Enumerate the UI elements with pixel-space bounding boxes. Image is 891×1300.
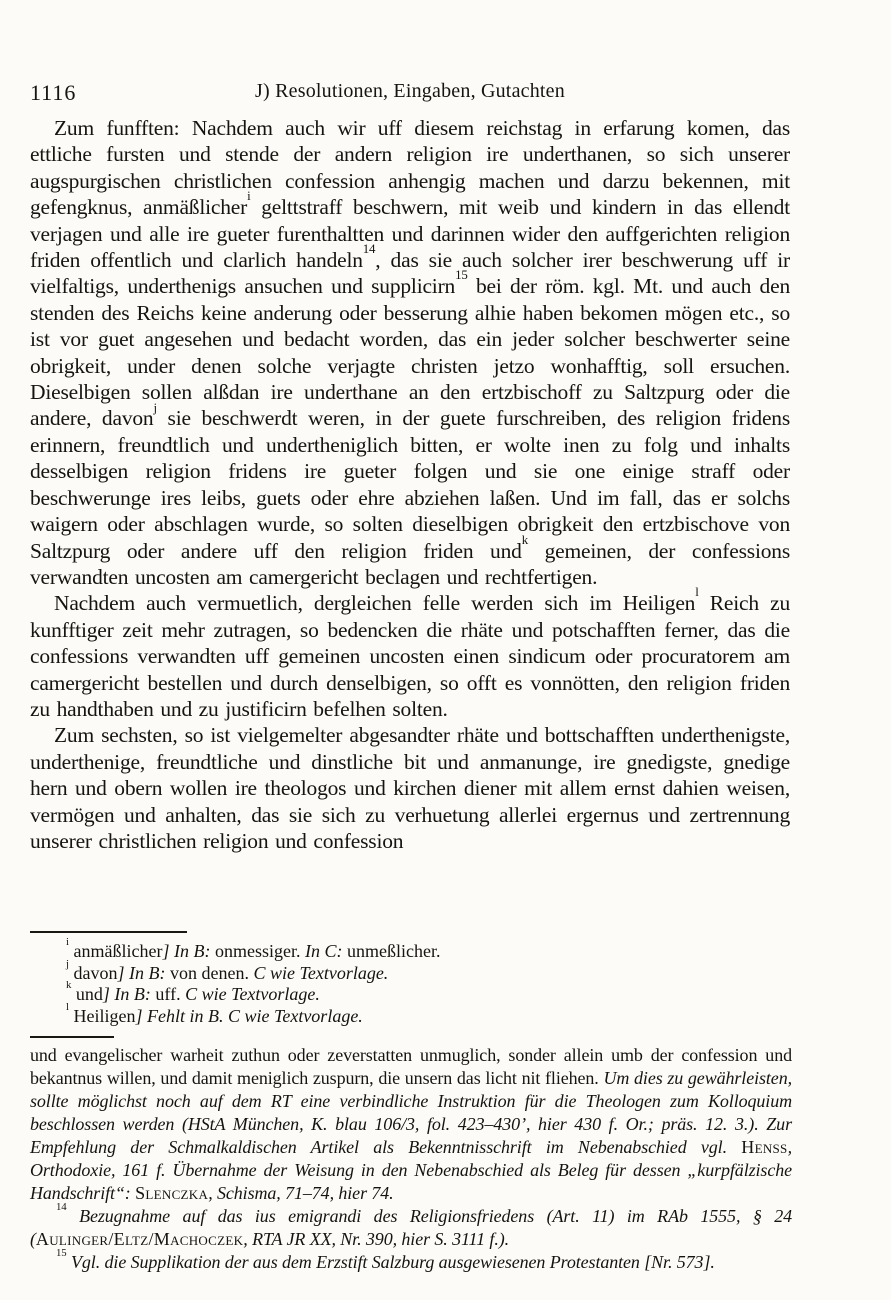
superscript-ref: l	[695, 585, 699, 600]
text-segment: Um dies zu gewährleisten, sollte möglichst noch auf dem RT eine verbindliche Instruktion für die Theologen zum Kolloquium beschlossen werden (HStA München, K. blau 106/3, fol. 423–430’, hier 430 f. Or.; präs. 12. 3.). Zur Empfehlung der Schmalkaldischen Artikel als Bekenntnisschrift im Nebenabschied vgl.	[30, 1068, 792, 1157]
text-segment: Aulinger/Eltz/Machoczek	[35, 1229, 244, 1249]
body-paragraph	[30, 585, 790, 722]
text-segment: gelttstraff beschwern, mit weib und kindern in das ellendt verjagen und alle ire gueter furenthaltten und darinnen wider den auffgerichten religion friden offentlich und clarlich handeln	[30, 195, 790, 273]
footnote-number: 14	[56, 1201, 67, 1214]
text-segment: Nachdem auch vermuetlich, dergleichen felle werden sich im Heiligen	[54, 591, 696, 616]
body-paragraph	[30, 115, 790, 590]
footnotes	[30, 1036, 792, 1274]
text-segment: bei der röm. kgl. Mt. und auch den stenden des Reichs keine anderung oder besserung alhie haben bekomen mögen etc., so ist vor guet angesehen und bedacht worden, das ein jeder solcher beschwerter seine obrigkeit, under denen solche verjagte christen jetzo wonhafftig, soll ersuchen. Dieselbigen sollen alßdan ire underthane an den ertzbischoff zu Saltzpurg oder die andere, davon	[30, 274, 790, 431]
footnote-entries	[30, 1044, 792, 1274]
superscript-ref: 15	[455, 268, 468, 283]
text-segment: In B:	[114, 984, 151, 1004]
footnote-entry	[30, 1201, 793, 1251]
text-segment: ]	[102, 984, 115, 1004]
apparatus-entry	[30, 957, 790, 985]
text-segment: unmeßlicher.	[342, 941, 441, 961]
text-segment: gemeinen, der confessions verwandten uncosten am camergericht beclagen und rechtfertigen.	[30, 538, 790, 589]
apparatus	[30, 931, 790, 1027]
text-segment: In B:	[129, 962, 166, 983]
apparatus-letter: j	[66, 957, 69, 970]
text-segment: ]	[117, 962, 130, 983]
page-number: 1116	[30, 80, 77, 105]
superscript-ref: 14	[362, 242, 376, 257]
text-segment: C wie Textvorlage.	[185, 984, 320, 1004]
superscript-ref: j	[153, 400, 157, 415]
apparatus-rule	[30, 931, 187, 933]
footnote-continuation	[30, 1044, 792, 1205]
apparatus-entry	[30, 936, 790, 963]
superscript-ref: k	[521, 532, 528, 547]
text-segment: und	[75, 984, 103, 1004]
text-segment: Reich zu kunfftiger zeit mehr zutragen, so bedencken die rhäte und potschafften ferner, das die confessions verwandten uff gemeinen uncosten einen sindicum oder procuratorem am camergericht bestellen und durch denselbigen, so offt es vonnötten, den religion friden zu handthaben und zu justificirn befelhen solten.	[30, 591, 790, 721]
footnote-entry	[30, 1247, 792, 1274]
apparatus-entry	[30, 979, 790, 1006]
body-text	[30, 115, 790, 854]
apparatus-entries	[30, 936, 790, 1027]
text-segment: Henss	[741, 1137, 788, 1157]
apparatus-letter: l	[66, 1000, 69, 1013]
footnote-rule	[30, 1036, 114, 1038]
apparatus-letter: k	[66, 979, 72, 992]
text-segment: C wie Textvorlage.	[253, 962, 389, 983]
text-segment: , das sie auch solcher irer beschwerung uff ir vielfaltigs, underthenigs ansuchen und supplicirn	[30, 248, 790, 299]
apparatus-letter: i	[66, 936, 69, 949]
text-segment: Heiligen	[73, 1005, 136, 1026]
text-segment: und evangelischer warheit zuthun oder zeverstatten unmuglich, sonder allein umb der confession und bekantnus willen, und damit meniglich zuspurn, die unsern das licht nit fliehen.	[30, 1045, 792, 1088]
text-segment: , Schisma, 71–74, hier 74.	[208, 1183, 394, 1203]
text-segment: Zum sechsten, so ist vielgemelter abgesandter rhäte und bottschafften underthenigste, underthenige, freundtliche und dinstliche bit und anmanunge, ire gnedigste, gnedige hern und obern wollen ire theologos und kirchen diener mit allem ernst dahien weisen, vermögen und anhalten, das sie sich zu verhuetung allerlei ergernus und zertrennung unserer christlichen religion und confession	[30, 723, 790, 853]
text-segment: Zum funfften: Nachdem auch wir uff diesem reichstag in erfarung komen, das ettliche fursten und stende der andern religion ire underthanen, so sich unserer augspurgischen christlichen confession anhengig machen und darzu bekennen, mit gefengknus, anmäßlicher	[30, 116, 790, 220]
text-segment: sie beschwerdt weren, in der guete furschreiben, des religion fridens erinnern, freundtlich und undertheniglich bitten, er wolte inen zu folg und inhalts desselbigen religion fridens ire gueter folgen und sie one einige straff oder beschwerunge ires leibs, guets oder ehre abziehen laßen. Und im fall, das er solchs waigern oder abschlagen wurde, so solten dieselbigen obrigkeit den ertzbischove von Saltzpurg oder andere uff den religion friden und	[30, 406, 791, 563]
apparatus-entry	[30, 1000, 790, 1028]
text-segment: In C:	[304, 941, 343, 961]
running-header-title: J) Resolutionen, Eingaben, Gutachten	[255, 80, 565, 102]
text-segment: Bezugnahme auf das ius emigrandi des Religionsfriedens (Art. 11) im RAb 1555, § 24 (	[30, 1206, 793, 1249]
text-segment: Slenczka	[135, 1183, 209, 1203]
text-segment: In B:	[173, 941, 211, 961]
text-segment: Vgl. die Supplikation der aus dem Erzstift Salzburg ausgewiesenen Protestanten [Nr. 573].	[71, 1252, 715, 1272]
text-segment: , RTA JR XX, Nr. 390, hier S. 3111 f.).	[243, 1229, 510, 1249]
text-segment: ]	[135, 1005, 147, 1026]
running-head	[30, 80, 790, 108]
text-segment: , Orthodoxie, 161 f. Übernahme der Weisung in den Nebenabschied als Beleg für dessen „kurpfälzische Handschrift“:	[30, 1137, 792, 1203]
text-segment: anmäßlicher	[73, 941, 163, 961]
text-segment: uff.	[150, 984, 186, 1004]
text-segment: davon	[73, 962, 118, 983]
text-segment: onmessiger.	[210, 941, 305, 961]
text-segment: Fehlt in B. C wie Textvorlage.	[147, 1005, 363, 1026]
body-paragraph	[30, 722, 790, 854]
text-segment: von denen.	[165, 962, 254, 983]
text-segment: ]	[162, 941, 174, 961]
superscript-ref: i	[247, 189, 251, 204]
footnote-number: 15	[56, 1247, 67, 1260]
